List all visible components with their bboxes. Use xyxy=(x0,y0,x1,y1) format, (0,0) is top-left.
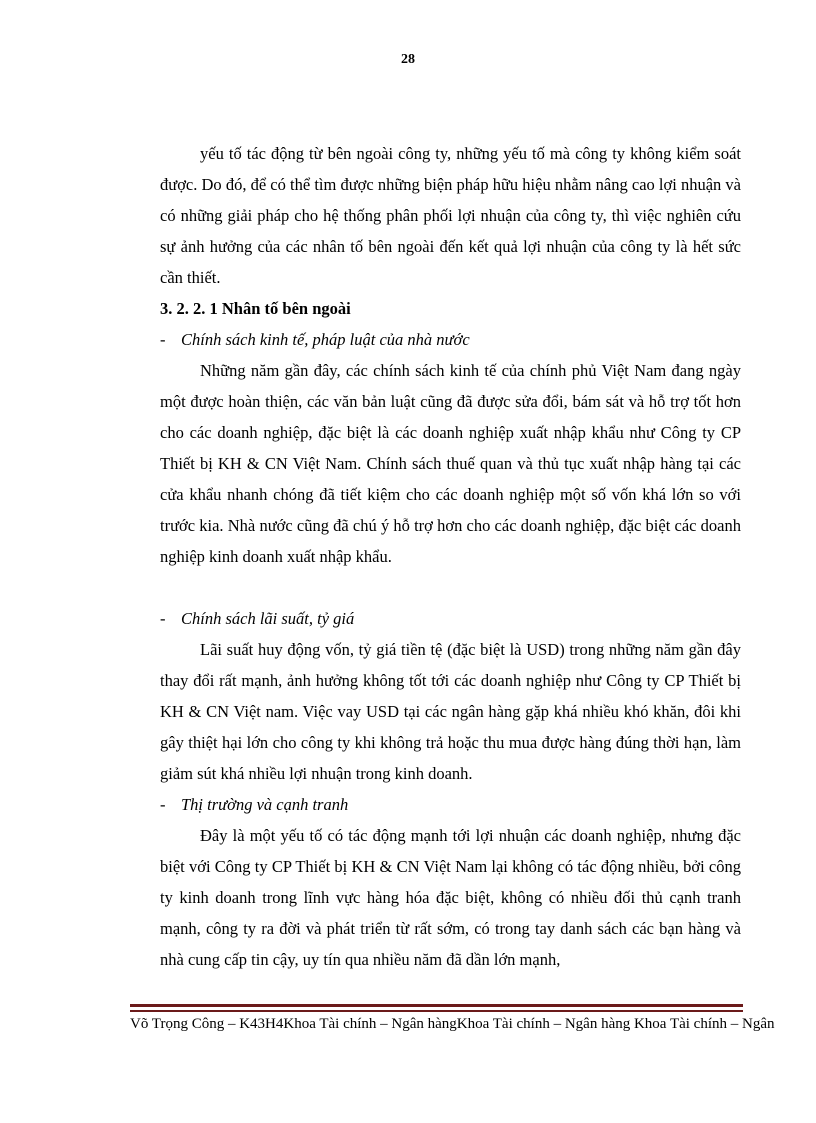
subsection-title-policy xyxy=(160,324,741,355)
bullet-dash: - xyxy=(160,795,166,814)
subsection-title-market xyxy=(160,789,741,820)
subsection-paragraph-interest: Lãi suất huy động vốn, tỷ giá tiền tệ (đặc biệt là USD) trong những năm gần đây thay đổi rất mạnh, ảnh hưởng không tốt tới các doanh nghiệp như Công ty CP Thiết bị KH & CN Việt nam. Việc vay USD tại các ngân hàng gặp khá nhiều khó khăn, đôi khi gây thiệt hại lớn cho công ty khi không trả hoặc thu mua được hàng đúng thời hạn, làm giảm sút khá nhiều lợi nhuận trong kinh doanh. xyxy=(160,640,741,783)
subsection-title-text: Thị trường và cạnh tranh xyxy=(181,795,349,814)
subsection-title-text: Chính sách kinh tế, pháp luật của nhà nước xyxy=(181,330,470,349)
subsection-paragraph-market: Đây là một yếu tố có tác động mạnh tới lợi nhuận các doanh nghiệp, nhưng đặc biệt với Công ty CP Thiết bị KH & CN Việt Nam lại không có tác động nhiều, bởi công ty kinh doanh trong lĩnh vực hàng hóa đặc biệt, không có nhiều đối thủ cạnh tranh mạnh, công ty ra đời và phát triển từ rất sớm, có trong tay danh sách các bạn hàng và nhà cung cấp tin cậy, uy tín qua nhiều năm đã dần lớn mạnh, xyxy=(160,826,741,969)
section-heading: 3. 2. 2. 1 Nhân tố bên ngoài xyxy=(160,299,351,318)
footer-rule-thick xyxy=(130,1004,743,1007)
intro-paragraph: yếu tố tác động từ bên ngoài công ty, những yếu tố mà công ty không kiểm soát được. Do đó, để có thể tìm được những biện pháp hữu hiệu nhằm nâng cao lợi nhuận và có những giải pháp cho hệ thống phân phối lợi nhuận của công ty, thì việc nghiên cứu sự ảnh hưởng của các nhân tố bên ngoài đến kết quả lợi nhuận của công ty là hết sức cần thiết. xyxy=(160,144,741,287)
footer-rule-thin xyxy=(130,1010,743,1012)
paragraph-spacer xyxy=(160,572,741,603)
document-body xyxy=(160,138,741,975)
subsection-title-text: Chính sách lãi suất, tỷ giá xyxy=(181,609,355,628)
bullet-dash: - xyxy=(160,609,166,628)
subsection-title-interest xyxy=(160,603,741,634)
footer-text: Võ Trọng Công – K43H4Khoa Tài chính – Ngân hàngKhoa Tài chính – Ngân hàng Khoa Tài chính – Ngân xyxy=(130,1016,775,1032)
bullet-dash: - xyxy=(160,330,166,349)
subsection-paragraph-policy: Những năm gần đây, các chính sách kinh tế của chính phủ Việt Nam đang ngày một được hoàn thiện, các văn bản luật cũng đã được sửa đổi, bám sát và hỗ trợ tốt hơn cho các doanh nghiệp, đặc biệt là các doanh nghiệp xuất nhập khẩu như Công ty CP Thiết bị KH & CN Việt Nam. Chính sách thuế quan và thủ tục xuất nhập hàng tại các cửa khẩu nhanh chóng đã tiết kiệm cho các doanh nghiệp một số vốn khá lớn so với trước kia. Nhà nước cũng đã chú ý hỗ trợ hơn cho các doanh nghiệp, đặc biệt các doanh nghiệp kinh doanh xuất nhập khẩu. xyxy=(160,361,741,566)
page-number: 28 xyxy=(401,52,415,67)
